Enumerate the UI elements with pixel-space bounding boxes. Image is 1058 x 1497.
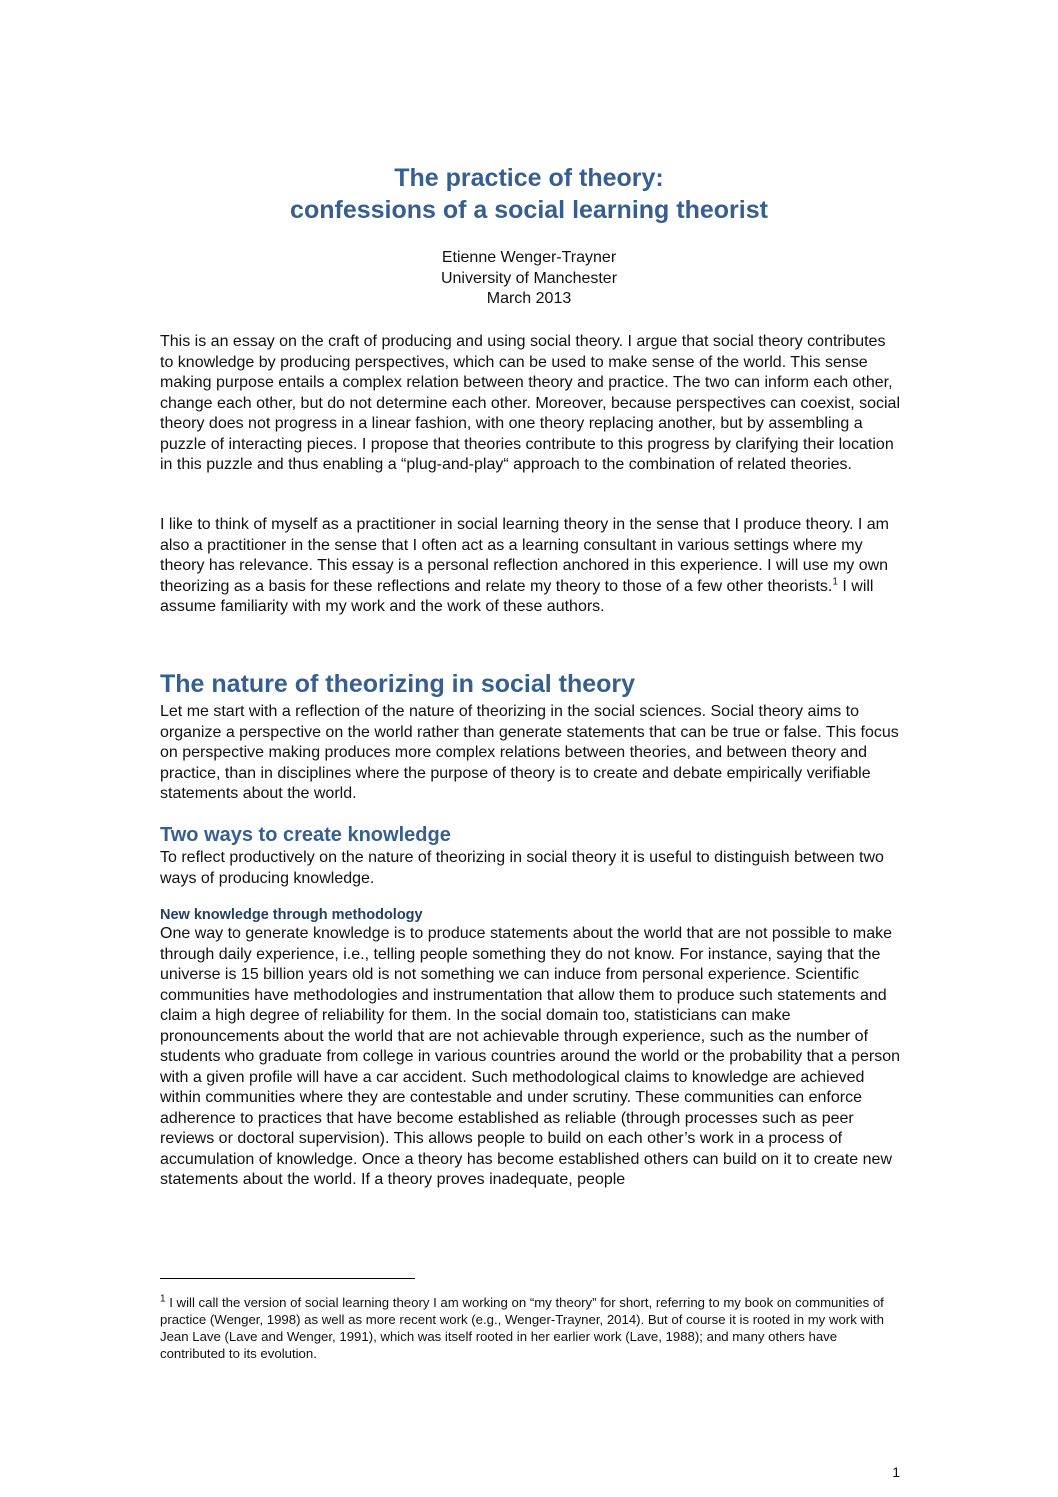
subsection-heading-two-ways: Two ways to create knowledge	[160, 824, 451, 846]
nature-paragraph: Let me start with a reflection of the nature of theorizing in the social sciences. Social theory aims to organize a perspective on the world rather than generate statements that can be true or false. This focus on perspective making produces more complex relations between theories, and between theory and practice, than in disciplines where the purpose of theory is to create and debate empirically verifiable statements about the world.	[160, 703, 899, 802]
footnote-mark: 1	[160, 1293, 166, 1305]
two-ways-paragraph: To reflect productively on the nature of theorizing in social theory it is useful to distinguish between two ways of producing knowledge.	[160, 849, 884, 887]
footnote-reference-mark[interactable]: 1	[832, 576, 838, 588]
footnote-text: I will call the version of social learning theory I am working on “my theory” for short, referring to my book on communities of practice (Wenger, 1998) as well as more recent work (e.g., Wenger-Trayner, 2014). But of course it is rooted in my work with Jean Lave (Lave and Wenger, 1991), which was itself rooted in her earlier work (Lave, 1988); and many others have contributed to its evolution.	[160, 1295, 884, 1361]
abstract-paragraph: This is an essay on the craft of producing and using social theory. I argue that social theory contributes to knowledge by producing perspectives, which can be used to make sense of the world. This sense making purpose entails a complex relation between theory and practice. The two can inform each other, change each other, but do not determine each other. Moreover, because perspectives can coexist, social theory does not progress in a linear fashion, with one theory replacing another, but by assembling a puzzle of interacting pieces. I propose that theories contribute to this progress by clarifying their location in this puzzle and thus enabling a “plug-and-play“ approach to the combination of related theories.	[160, 333, 901, 473]
methodology-paragraph: One way to generate knowledge is to produce statements about the world that are not possible to make through daily experience, i.e., telling people something they do not know. For instance, saying that the universe is 15 billion years old is not something we can induce from personal experience. Scientific communities have methodologies and instrumentation that allow them to produce such statements and claim a high degree of reliability for them. In the social domain too, statisticians can make pronouncements about the world that are not achievable through experience, such as the number of students who graduate from college in various countries around the world or the probability that a person with a given profile will have a car accident. Such methodological claims to knowledge are achieved within communities where they are contestable and under scrutiny. These communities can enforce adherence to practices that have become established as reliable (through processes such as peer reviews or doctoral supervision). This allows people to build on each other’s work in a process of accumulation of knowledge. Once a theory has become established others can build on it to create new statements about the world. If a theory proves inadequate, people	[160, 925, 900, 1188]
publication-date: March 2013	[486, 290, 572, 307]
author-block	[0, 248, 1058, 310]
section-heading-nature-of-theorizing: The nature of theorizing in social theory	[160, 670, 636, 698]
title-line-2: confessions of a social learning theorist	[290, 196, 768, 224]
intro-paragraph	[160, 515, 900, 618]
subsubsection-heading-methodology: New knowledge through methodology	[160, 907, 423, 923]
footnote-1	[160, 1294, 900, 1362]
author-name: Etienne Wenger-Trayner	[441, 249, 617, 266]
footnote-separator	[160, 1278, 415, 1279]
intro-text-after-note: I will assume familiarity with my work and the work of these authors.	[160, 577, 874, 615]
page-number: 1	[892, 1464, 900, 1480]
author-affiliation: University of Manchester	[440, 269, 618, 287]
title-line-1: The practice of theory:	[394, 164, 664, 192]
intro-text-before-note: I like to think of myself as a practitioner in social learning theory in the sense that I produce theory. I am also a practitioner in the sense that I often act as a learning consultant in various settings where my theory has relevance. This essay is a personal reflection anchored in this experience. I will use my own theorizing as a basis for these reflections and relate my theory to those of a few other theorists.	[160, 516, 889, 595]
